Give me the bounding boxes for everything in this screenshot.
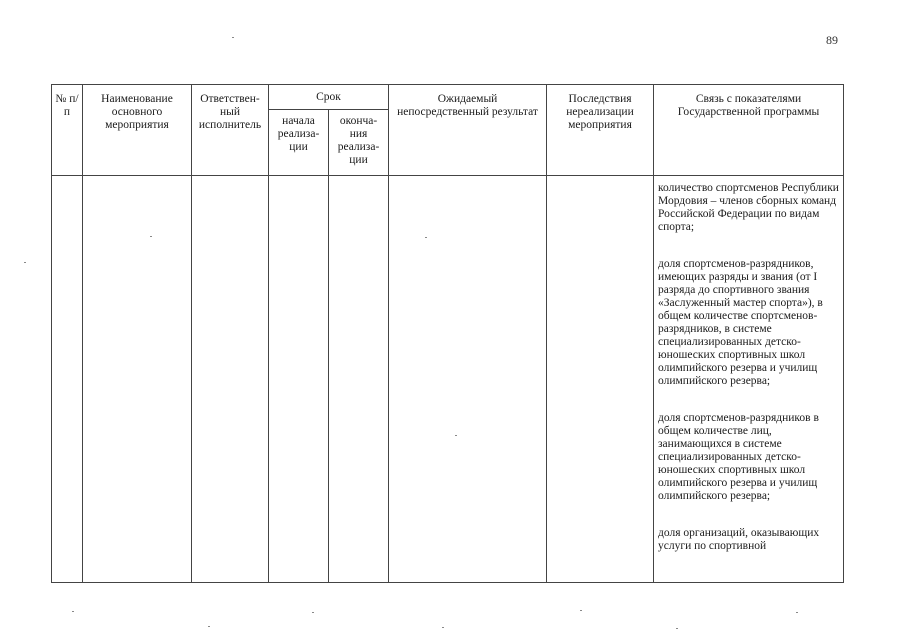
cell-expected-result [389,176,547,583]
scan-speck [796,612,798,613]
cell-num [52,176,83,583]
link-item: доля спортсменов-разрядников, имеющих разряды и звания (от I разряда до спортивного звания «Заслуженный мастер спорта»), в общем количестве спортсменов- разрядников, в системе специализированных детско-юношеских спортивных школ олимпийского резерва и училищ олимпийского резерва; [658,258,823,387]
link-item: доля спортсменов-разрядников в общем количестве лиц, занимающихся в системе специализированных детско-юношеских спортивных школ олимпийского резерва и училищ олимпийского резерва; [658,412,819,502]
scan-speck [425,237,427,238]
link-item: доля организаций, оказывающих услуги по спортивной [658,527,820,552]
header-name: Наименование основного мероприятия [83,85,192,176]
header-expected-result: Ожидаемый непосредственный результат [389,85,547,176]
link-item: количество спортсменов Республики Мордовия – членов сборных команд Российской Федерации по видам спорта; [658,182,839,233]
header-consequences: Последствия нереализации мероприятия [547,85,654,176]
header-term-start: начала реализа-ции [269,110,329,176]
scan-speck [24,262,26,263]
cell-executor [192,176,269,583]
scan-speck [232,37,234,38]
scan-speck [150,236,152,237]
table-row [52,176,844,583]
scan-speck [312,612,314,613]
scan-speck [676,628,678,629]
scan-speck [580,610,582,611]
header-executor: Ответствен-ный исполнитель [192,85,269,176]
scan-speck [208,626,210,627]
header-term-end: оконча-ния реализа-ции [329,110,389,176]
scan-speck [72,611,74,612]
header-num: № п/п [52,85,83,176]
scan-speck [442,627,444,628]
measures-table [51,84,844,583]
cell-term-start [269,176,329,583]
header-link: Связь с показателями Государственной программы [654,85,844,176]
page-number: 89 [826,33,838,47]
scan-speck [455,435,457,436]
cell-term-end [329,176,389,583]
cell-consequences [547,176,654,583]
cell-name [83,176,192,583]
header-term: Срок [269,85,389,110]
cell-link [654,176,844,583]
